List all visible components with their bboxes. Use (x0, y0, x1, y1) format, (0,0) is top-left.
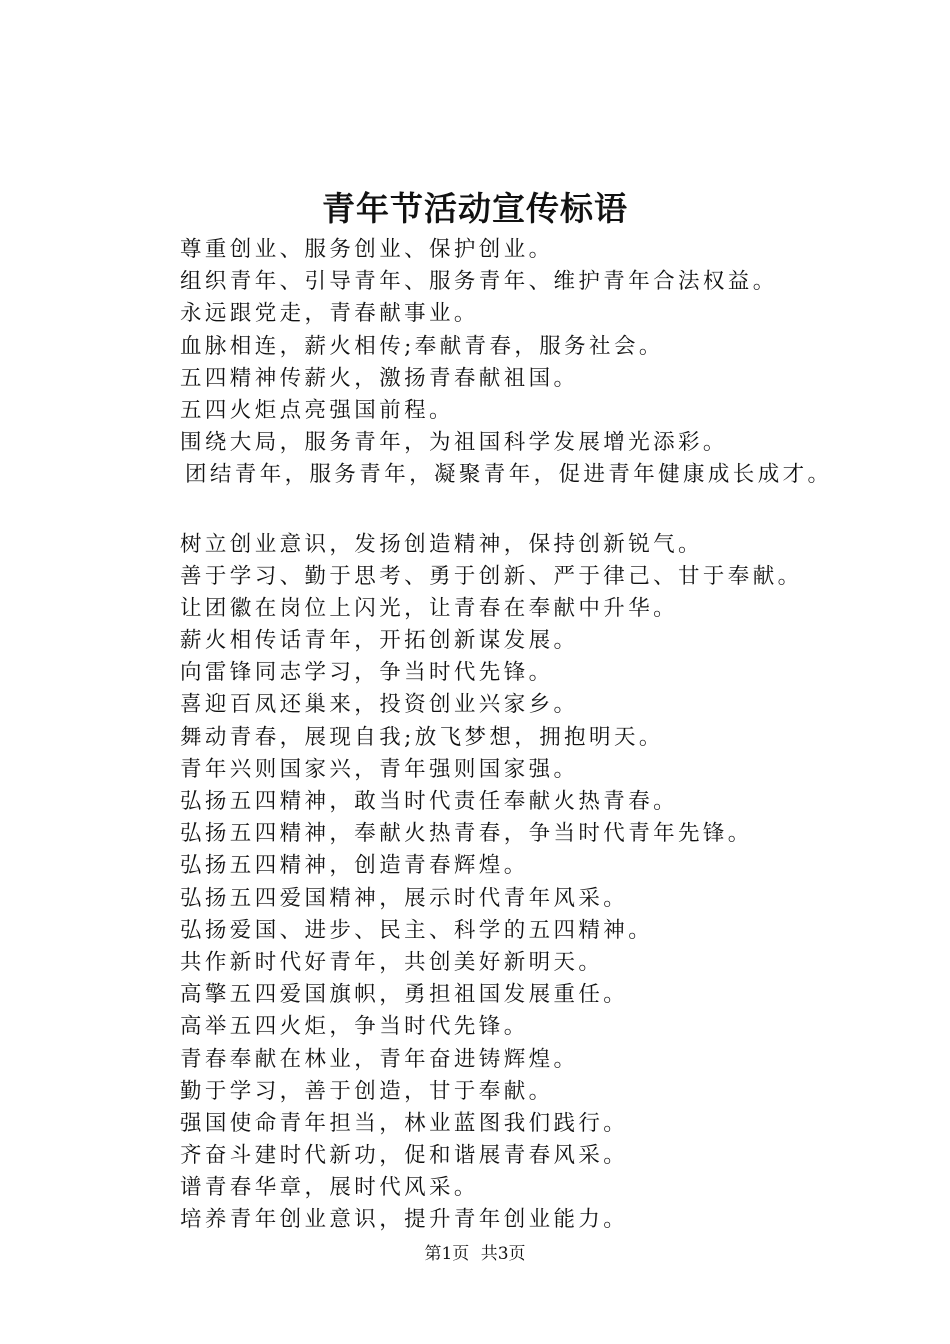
slogan-line: 培养青年创业意识，提升青年创业能力。 (180, 1207, 629, 1233)
slogan-line: 喜迎百凤还巢来，投资创业兴家乡。 (180, 692, 579, 718)
slogan-line: 向雷锋同志学习，争当时代先锋。 (180, 660, 554, 686)
slogan-line: 善于学习、勤于思考、勇于创新、严于律己、甘于奉献。 (180, 563, 803, 589)
slogan-line: 让团徽在岗位上闪光，让青春在奉献中升华。 (180, 595, 679, 621)
slogan-line: 齐奋斗建时代新功，促和谐展青春风采。 (180, 1143, 629, 1169)
slogan-line: 高举五四火炬，争当时代先锋。 (180, 1014, 529, 1040)
slogan-line: 围绕大局，服务青年，为祖国科学发展增光添彩。 (180, 430, 728, 456)
slogan-line: 弘扬五四精神，敢当时代责任奉献火热青春。 (180, 789, 679, 814)
slogan-line: 青春奉献在林业，青年奋进铸辉煌。 (180, 1046, 579, 1072)
slogan-line: 强国使命青年担当，林业蓝图我们践行。 (180, 1110, 629, 1136)
slogan-line: 高擎五四爱国旗帜，勇担祖国发展重任。 (180, 982, 629, 1008)
slogan-line: 弘扬五四精神，奉献火热青春，争当时代青年先锋。 (180, 821, 753, 847)
slogan-line: 谱青春华章，展时代风采。 (180, 1175, 479, 1201)
slogan-line: 弘扬五四精神，创造青春辉煌。 (180, 853, 529, 879)
slogan-line: 共作新时代好青年，共创美好新明天。 (180, 949, 604, 975)
page-total: 共3页 (480, 1244, 526, 1264)
slogan-line: 组织青年、引导青年、服务青年、维护青年合法权益。 (180, 269, 778, 295)
slogan-line: 青年兴则国家兴，青年强则国家强。 (180, 756, 579, 782)
slogan-line: 五四火炬点亮强国前程。 (180, 397, 454, 423)
slogan-list (180, 234, 940, 1237)
slogan-line: 弘扬五四爱国精神，展示时代青年风采。 (180, 885, 629, 911)
slogan-line: 团结青年，服务青年，凝聚青年，促进青年健康成长成才。 (185, 462, 833, 488)
document-title: 青年节活动宣传标语 (322, 189, 628, 228)
page-footer (0, 1242, 950, 1266)
slogan-line: 勤于学习，善于创造，甘于奉献。 (180, 1078, 554, 1104)
slogan-line: 舞动青春，展现自我;放飞梦想，拥抱明天。 (180, 724, 664, 750)
blank-line (180, 492, 940, 529)
slogan-line: 薪火相传话青年，开拓创新谋发展。 (180, 628, 579, 654)
slogan-line: 尊重创业、服务创业、保护创业。 (180, 237, 554, 262)
page-number: 第1页 (424, 1244, 470, 1264)
slogan-line: 五四精神传薪火，激扬青春献祖国。 (180, 365, 579, 391)
slogan-line: 树立创业意识，发扬创造精神，保持创新锐气。 (180, 531, 703, 557)
slogan-line: 永远跟党走，青春献事业。 (180, 301, 479, 327)
slogan-line: 弘扬爱国、进步、民主、科学的五四精神。 (180, 917, 654, 943)
slogan-line: 血脉相连，薪火相传;奉献青春，服务社会。 (180, 333, 664, 359)
